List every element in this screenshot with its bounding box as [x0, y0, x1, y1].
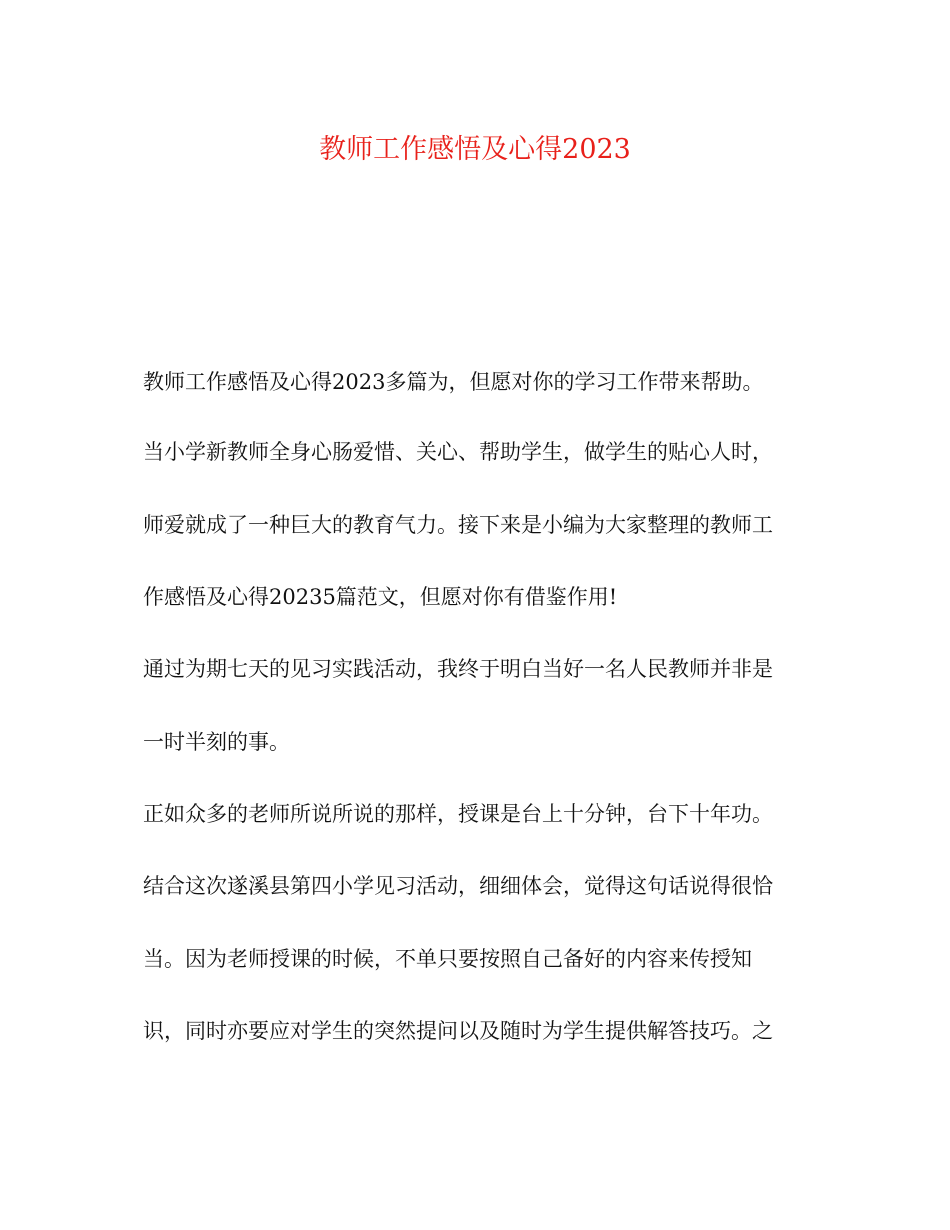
body-line: 师爱就成了一种巨大的教育气力。接下来是小编为大家整理的教师工 — [143, 513, 773, 537]
body-line: 教师工作感悟及心得2023多篇为，但愿对你的学习工作带来帮助。 — [143, 370, 764, 394]
body-line: 正如众多的老师所说所说的那样，授课是台上十分钟，台下十年功。 — [143, 802, 773, 826]
body-line: 一时半刻的事。 — [143, 730, 290, 754]
body-line: 当小学新教师全身心肠爱惜、关心、帮助学生，做学生的贴心人时， — [143, 440, 773, 464]
body-line: 结合这次遂溪县第四小学见习活动，细细体会，觉得这句话说得很恰 — [143, 874, 773, 898]
document-title: 教师工作感悟及心得2023 — [319, 134, 631, 165]
body-line: 识，同时亦要应对学生的突然提问以及随时为学生提供解答技巧。之 — [143, 1019, 773, 1043]
body-line: 作感悟及心得20235篇范文，但愿对你有借鉴作用! — [143, 585, 618, 609]
body-line: 当。因为老师授课的时候，不单只要按照自己备好的内容来传授知 — [143, 947, 752, 971]
body-line: 通过为期七天的见习实践活动，我终于明白当好一名人民教师并非是 — [143, 657, 773, 681]
